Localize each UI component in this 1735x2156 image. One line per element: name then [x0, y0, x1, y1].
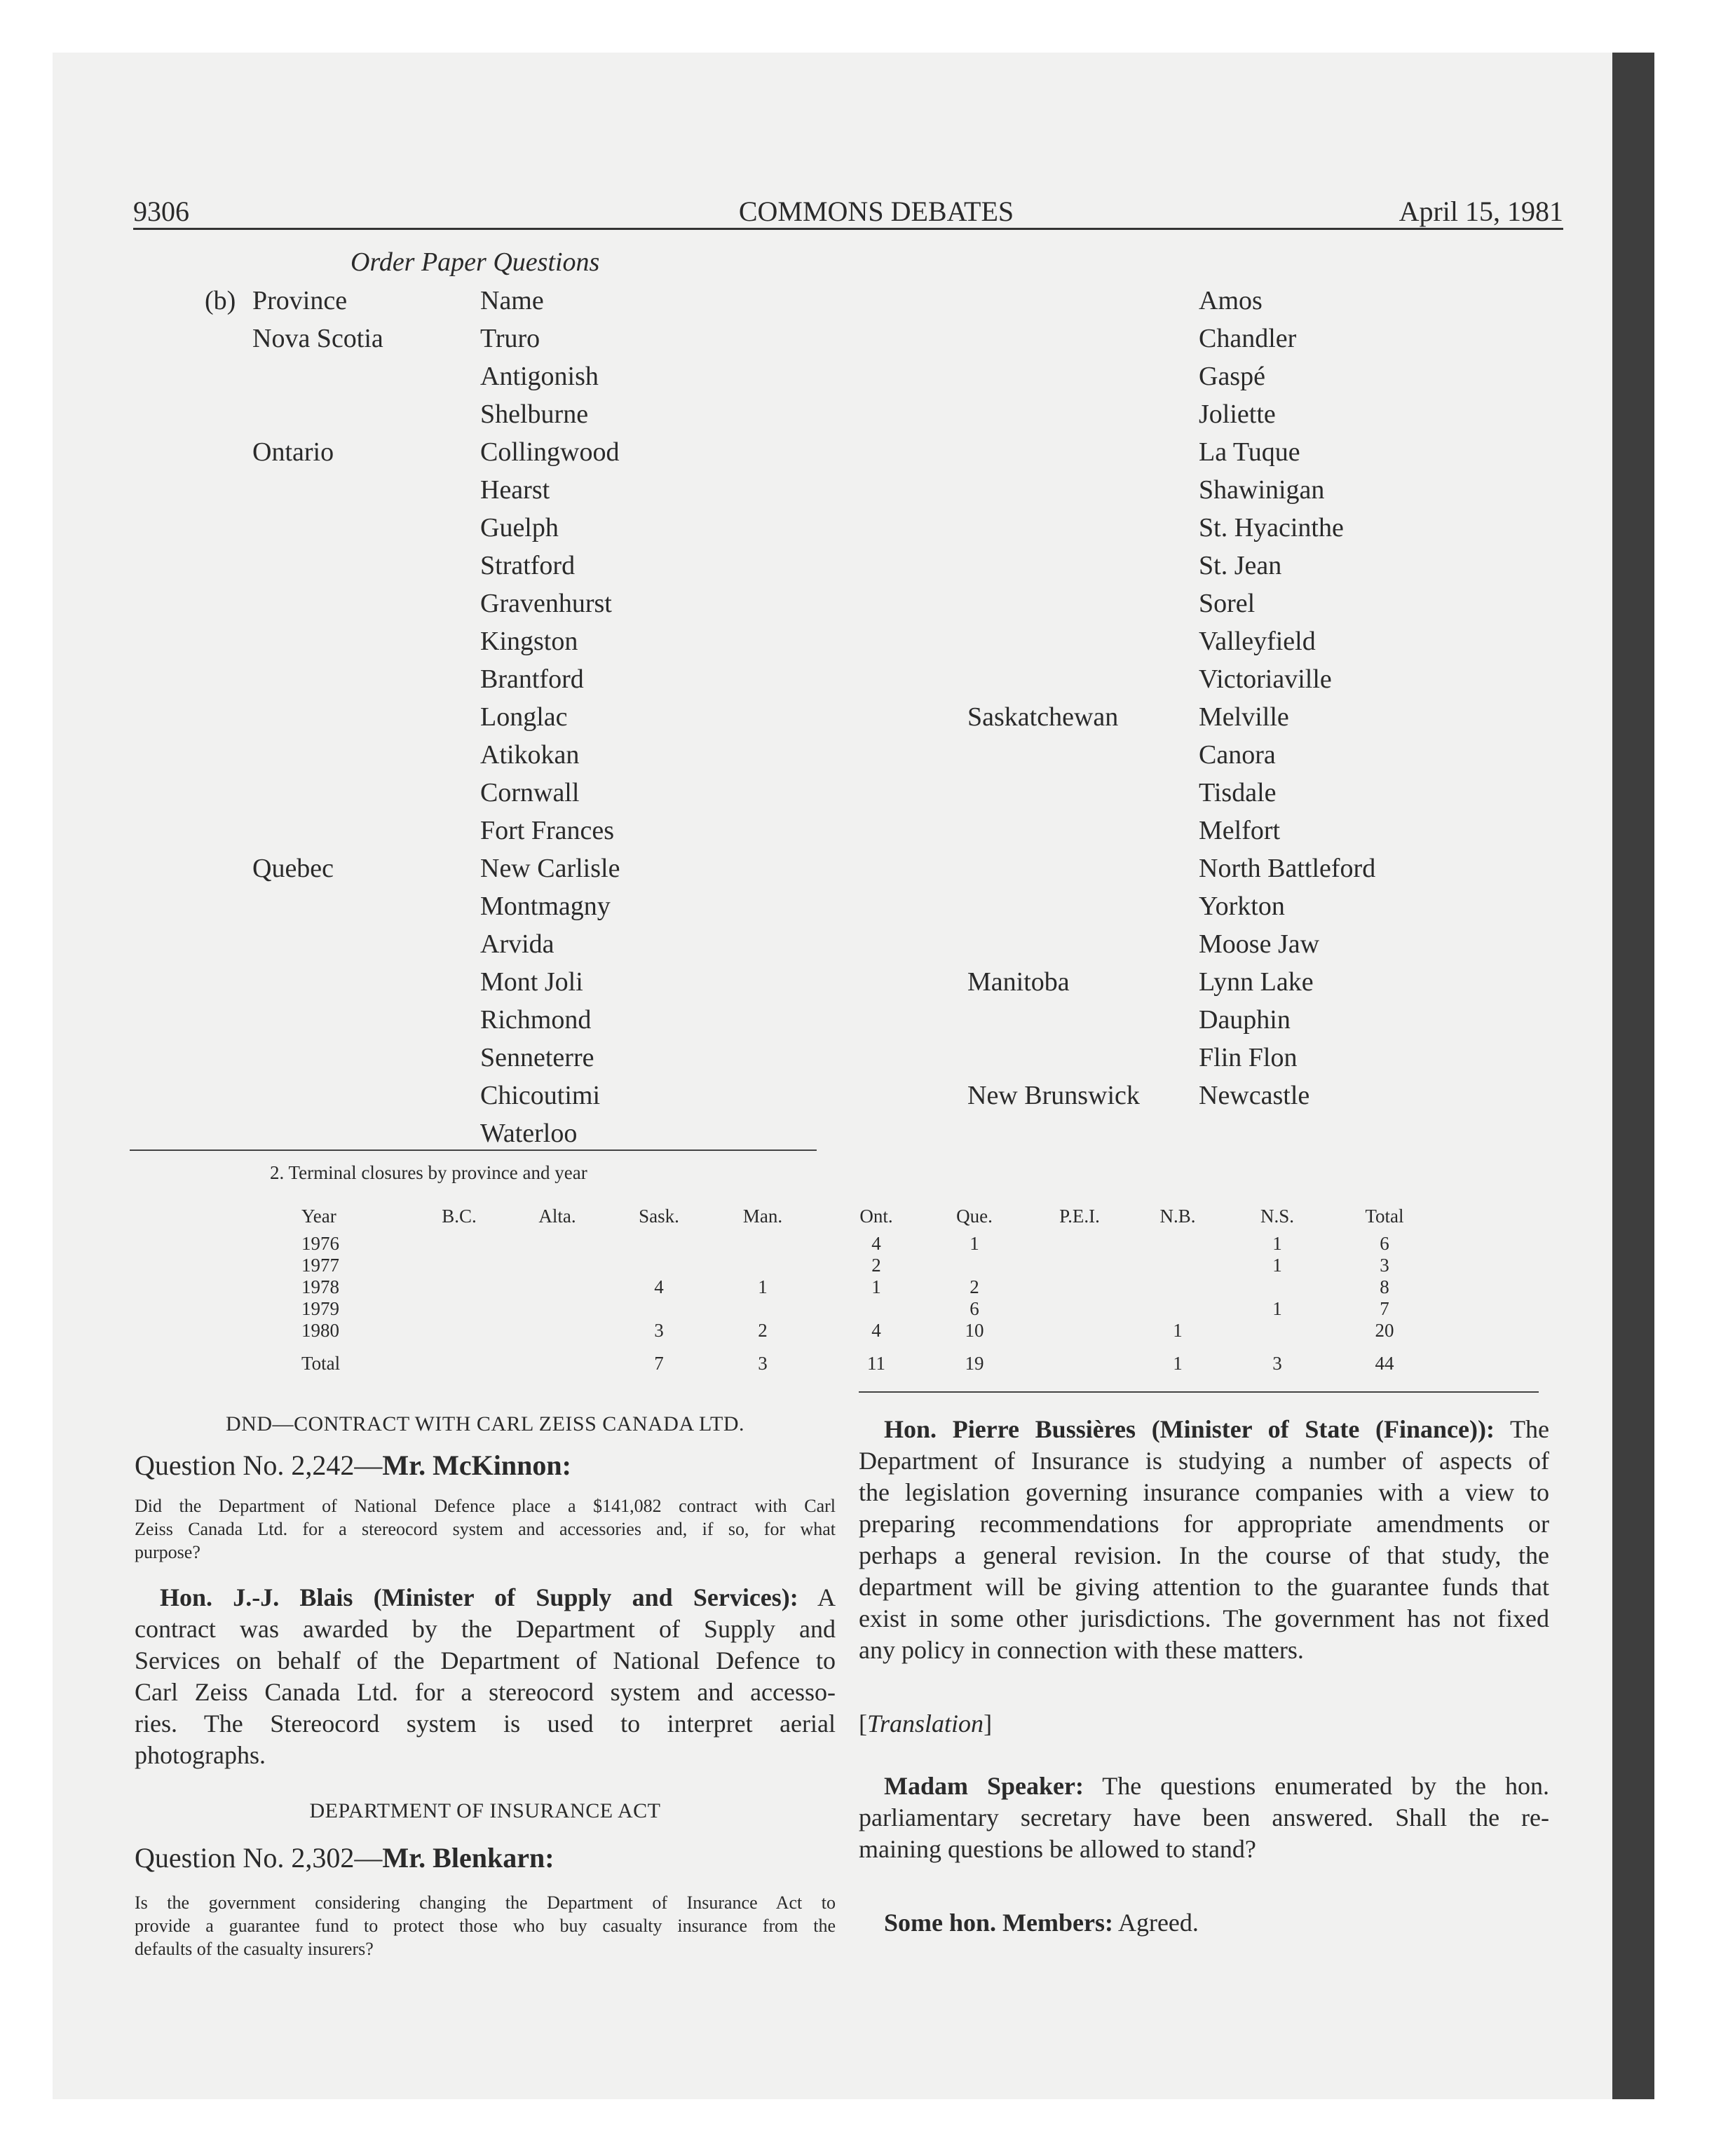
- dnd-question-text: [135, 1494, 836, 1564]
- place-name: St. Hyacinthe: [1199, 513, 1344, 543]
- text-line: purpose?: [135, 1542, 200, 1562]
- place-name: Chicoutimi: [480, 1081, 600, 1110]
- place-name: Joliette: [1199, 400, 1276, 429]
- answer-text: A: [817, 1583, 836, 1611]
- table-cell: [707, 1233, 819, 1255]
- table-cell: 8: [1380, 1276, 1389, 1297]
- table-cell: [403, 1233, 515, 1255]
- question-number: Question No. 2,242—: [135, 1449, 383, 1481]
- table-cell: [820, 1298, 932, 1320]
- text-line: any policy in connection with these matters.: [859, 1636, 1304, 1664]
- members-response: Some hon. Members: Agreed.: [884, 1909, 1199, 1937]
- table-header-cell: Alta.: [538, 1206, 576, 1227]
- province-heading: Province: [252, 286, 348, 315]
- table-cell: [1221, 1320, 1333, 1342]
- table-cell: [501, 1298, 613, 1320]
- table-header-cell: Man.: [742, 1206, 783, 1227]
- page-header-title: COMMONS DEBATES: [738, 196, 1014, 227]
- text-line: the legislation governing insurance companies with a view to: [859, 1478, 1549, 1506]
- question-member: Mr. McKinnon:: [382, 1449, 571, 1481]
- table-cell: [707, 1298, 819, 1320]
- table-cell: [603, 1298, 715, 1320]
- table-total-cell: Total: [301, 1353, 341, 1374]
- place-name: Shelburne: [480, 400, 589, 429]
- table-cell: 1: [1173, 1320, 1183, 1341]
- text-line: parliamentary secretary have been answered. Shall the re-: [859, 1803, 1549, 1831]
- place-name: Guelph: [480, 513, 559, 543]
- place-name: Moose Jaw: [1199, 929, 1320, 959]
- insurance-answer: [859, 1414, 1549, 1666]
- table-cell: [707, 1255, 819, 1276]
- table-cell: [1221, 1276, 1333, 1298]
- province-name: Ontario: [252, 437, 334, 467]
- insurance-question-line: [135, 1841, 836, 1874]
- table-header-cell: Total: [1365, 1206, 1404, 1227]
- table-cell: 1979: [301, 1298, 339, 1319]
- table-cell: [603, 1255, 715, 1276]
- table-column: [501, 1206, 613, 1374]
- place-name: Lynn Lake: [1199, 967, 1314, 997]
- place-name: Fort Frances: [480, 816, 615, 845]
- place-name: Gaspé: [1199, 362, 1265, 391]
- place-name: Senneterre: [480, 1043, 594, 1072]
- table-cell: [403, 1320, 515, 1342]
- table-column: [603, 1206, 715, 1374]
- province-name: New Brunswick: [967, 1081, 1140, 1110]
- table-header-cell: Que.: [956, 1206, 993, 1227]
- speaker-name: Hon. J.-J. Blais (Minister of Supply and Services):: [160, 1583, 798, 1611]
- place-name: Truro: [480, 324, 540, 353]
- text-line: Department of Insurance is studying a number of aspects of: [859, 1447, 1549, 1475]
- place-name: Flin Flon: [1199, 1043, 1298, 1072]
- list-end-rule: [130, 1149, 817, 1151]
- table-cell: [918, 1255, 1030, 1276]
- speaker-name: Madam Speaker:: [884, 1772, 1084, 1800]
- text-line: preparing recommendations for appropriate amendments or: [859, 1510, 1549, 1538]
- table-cell: [603, 1233, 715, 1255]
- table-cell: 10: [965, 1320, 984, 1341]
- text-line: ries. The Stereocord system is used to interpret aerial: [135, 1710, 836, 1738]
- table-cell: 1977: [301, 1255, 339, 1276]
- table-column: [301, 1206, 414, 1374]
- place-name: North Battleford: [1199, 854, 1376, 883]
- table-cell: 3: [1380, 1255, 1389, 1276]
- table-total-cell: 1: [1173, 1353, 1183, 1374]
- speaker-statement: [859, 1770, 1549, 1865]
- table-cell: 1: [969, 1233, 979, 1254]
- table-end-rule: [859, 1391, 1539, 1393]
- table-cell: 1976: [301, 1233, 339, 1254]
- table-header-cell: P.E.I.: [1059, 1206, 1100, 1227]
- question-number: Question No. 2,302—: [135, 1842, 383, 1874]
- table-cell: [1122, 1298, 1234, 1320]
- table-header-cell: Sask.: [639, 1206, 679, 1227]
- running-head: Order Paper Questions: [351, 247, 600, 277]
- left-province-list: [252, 320, 463, 1161]
- text-line: Zeiss Canada Ltd. for a stereocord system and accessories and, if so, for what: [135, 1519, 836, 1539]
- table-cell: 1980: [301, 1320, 339, 1341]
- table-total-cell: 44: [1375, 1353, 1394, 1374]
- table-total-cell: 19: [965, 1353, 984, 1374]
- table-header-cell: Ont.: [859, 1206, 893, 1227]
- place-name: Longlac: [480, 702, 568, 732]
- place-name: Victoriaville: [1199, 664, 1332, 694]
- place-name: Shawinigan: [1199, 475, 1325, 505]
- province-name: Manitoba: [967, 967, 1070, 997]
- place-name: Antigonish: [480, 362, 599, 391]
- place-name: Valleyfield: [1199, 627, 1316, 656]
- table-cell: [1023, 1320, 1136, 1342]
- speaker-name: Hon. Pierre Bussières (Minister of State (Finance)):: [884, 1415, 1495, 1443]
- place-name: Amos: [1199, 286, 1263, 315]
- table-cell: [1122, 1255, 1234, 1276]
- table-cell: [501, 1320, 613, 1342]
- answer-text: The questions enumerated by the hon.: [1102, 1772, 1549, 1800]
- table-cell: 1: [1272, 1298, 1282, 1319]
- name-heading: Name: [480, 286, 544, 315]
- left-text-column: [135, 1412, 836, 1960]
- table-cell: 1: [1272, 1255, 1282, 1276]
- table-cell: [1023, 1276, 1136, 1298]
- text-line: Is the government considering changing the Department of Insurance Act to: [135, 1892, 836, 1913]
- place-name: Gravenhurst: [480, 589, 612, 618]
- place-name: Sorel: [1199, 589, 1256, 618]
- table-cell: 3: [654, 1320, 664, 1341]
- table-cell: 6: [1380, 1233, 1389, 1254]
- table-cell: 2: [758, 1320, 768, 1341]
- insurance-section-title: DEPARTMENT OF INSURANCE ACT: [309, 1799, 661, 1822]
- place-name: Atikokan: [480, 740, 580, 770]
- right-province-list: [967, 282, 1199, 1158]
- place-name: Canora: [1199, 740, 1276, 770]
- place-name: Kingston: [480, 627, 578, 656]
- table-cell: 7: [1380, 1298, 1389, 1319]
- left-name-list: [480, 320, 620, 1152]
- table-cell: [501, 1233, 613, 1255]
- answer-first-line: [859, 1414, 1549, 1445]
- table-cell: [501, 1255, 613, 1276]
- table-cell: 4: [871, 1320, 881, 1341]
- place-name: Tisdale: [1199, 778, 1277, 807]
- table-cell: [403, 1276, 515, 1298]
- table-cell: 1: [871, 1276, 881, 1297]
- dnd-answer: [135, 1582, 836, 1771]
- place-name: Brantford: [480, 664, 584, 694]
- table-total-cell: 7: [654, 1353, 664, 1374]
- dnd-section-title: DND—CONTRACT WITH CARL ZEISS CANADA LTD.: [225, 1412, 745, 1435]
- text-line: maining questions be allowed to stand?: [859, 1835, 1256, 1863]
- table-header-cell: N.B.: [1159, 1206, 1196, 1227]
- table-cell: 2: [871, 1255, 881, 1276]
- table-column: [918, 1206, 1030, 1374]
- table-column: [1328, 1206, 1441, 1374]
- text-line: Services on behalf of the Department of National Defence to: [135, 1646, 836, 1674]
- place-name: New Carlisle: [480, 854, 620, 883]
- table-cell: 20: [1375, 1320, 1394, 1341]
- text-line: provide a guarantee fund to protect those who buy casualty insurance from the: [135, 1916, 836, 1936]
- text-line: perhaps a general revision. In the course of that study, the: [859, 1541, 1549, 1569]
- text-line: photographs.: [135, 1741, 266, 1769]
- section-label: (b): [205, 286, 236, 315]
- dnd-question-line: [135, 1449, 836, 1482]
- province-name: Saskatchewan: [967, 702, 1119, 732]
- place-name: Arvida: [480, 929, 554, 959]
- table-cell: [1023, 1255, 1136, 1276]
- place-name: La Tuque: [1199, 437, 1300, 467]
- place-name: Collingwood: [480, 437, 620, 467]
- place-name: Waterloo: [480, 1119, 578, 1148]
- table-total-cell: [501, 1353, 613, 1374]
- place-name: Cornwall: [480, 778, 580, 807]
- table-cell: 6: [969, 1298, 979, 1319]
- table-column: [1221, 1206, 1333, 1374]
- text-line: Carl Zeiss Canada Ltd. for a stereocord system and accesso-: [135, 1678, 836, 1706]
- table-caption: 2. Terminal closures by province and year: [270, 1162, 587, 1183]
- province-name: Quebec: [252, 854, 334, 883]
- table-header-cell: B.C.: [442, 1206, 477, 1227]
- table-cell: 1978: [301, 1276, 339, 1297]
- table-column: [1023, 1206, 1136, 1374]
- page-number: 9306: [133, 196, 189, 227]
- table-cell: 4: [654, 1276, 664, 1297]
- page-date: April 15, 1981: [1399, 196, 1563, 227]
- table-column: [1122, 1206, 1234, 1374]
- place-name: St. Jean: [1199, 551, 1282, 580]
- place-name: Melfort: [1199, 816, 1281, 845]
- place-name: Mont Joli: [480, 967, 583, 997]
- right-name-list: [1199, 282, 1375, 1114]
- table-cell: [403, 1298, 515, 1320]
- place-name: Hearst: [480, 475, 550, 505]
- answer-first-line: [859, 1770, 1549, 1802]
- text-line: contract was awarded by the Department of Supply and: [135, 1615, 836, 1643]
- table-cell: 4: [871, 1233, 881, 1254]
- table-column: [707, 1206, 819, 1374]
- answer-text: The: [1510, 1415, 1549, 1443]
- table-total-cell: [1023, 1353, 1136, 1374]
- place-name: Chandler: [1199, 324, 1297, 353]
- right-text-column: [859, 1414, 1549, 1939]
- table-cell: [1122, 1233, 1234, 1255]
- place-name: Montmagny: [480, 892, 611, 921]
- text-line: Did the Department of National Defence place a $141,082 contract with Carl: [135, 1496, 836, 1516]
- table-cell: [1023, 1298, 1136, 1320]
- place-name: Melville: [1199, 702, 1289, 732]
- table-header-cell: N.S.: [1260, 1206, 1294, 1227]
- text-line: defaults of the casualty insurers?: [135, 1939, 374, 1959]
- place-name: Stratford: [480, 551, 576, 580]
- table-total-cell: [403, 1353, 515, 1374]
- table-total-cell: 11: [867, 1353, 885, 1374]
- binding-edge: [1612, 53, 1654, 2099]
- table-column: [820, 1206, 932, 1374]
- question-member: Mr. Blenkarn:: [382, 1842, 554, 1874]
- place-name: Richmond: [480, 1005, 592, 1035]
- table-total-cell: 3: [758, 1353, 768, 1374]
- table-cell: [501, 1276, 613, 1298]
- table-header-cell: Year: [301, 1206, 336, 1227]
- table-cell: 2: [969, 1276, 979, 1297]
- table-cell: [403, 1255, 515, 1276]
- table-cell: 1: [758, 1276, 768, 1297]
- place-name: Dauphin: [1199, 1005, 1291, 1035]
- table-cell: [1023, 1233, 1136, 1255]
- table-total-cell: 3: [1272, 1353, 1282, 1374]
- place-name: Yorkton: [1199, 892, 1285, 921]
- header-rule: [133, 228, 1563, 230]
- insurance-question-text: [135, 1891, 836, 1960]
- place-name: Newcastle: [1199, 1081, 1310, 1110]
- table-cell: [1122, 1276, 1234, 1298]
- province-name: Nova Scotia: [252, 324, 383, 353]
- text-line: exist in some other jurisdictions. The government has not fixed: [859, 1604, 1549, 1632]
- answer-first-line: [135, 1582, 836, 1613]
- table-column: [403, 1206, 515, 1374]
- translation-note: [Translation]: [859, 1710, 993, 1738]
- table-cell: 1: [1272, 1233, 1282, 1254]
- text-line: department will be giving attention to the guarantee funds that: [859, 1573, 1549, 1601]
